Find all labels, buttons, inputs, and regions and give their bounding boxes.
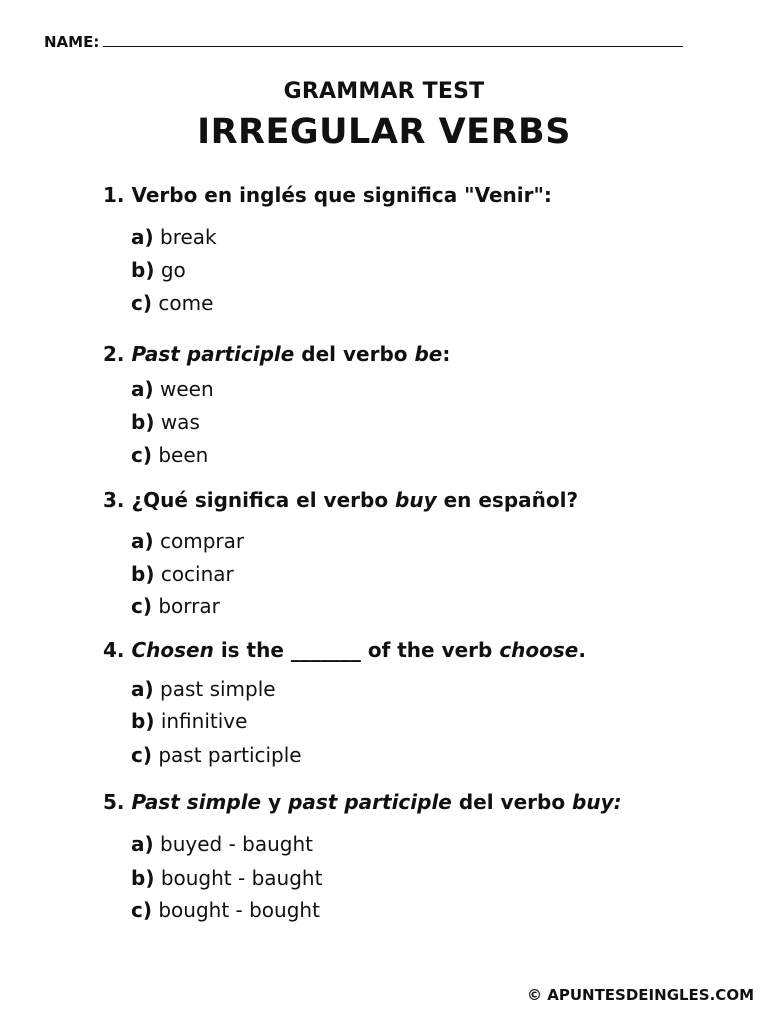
option-text: borrar (152, 594, 220, 618)
question-text-italic: buy (395, 488, 437, 512)
question-text: 5. (103, 790, 132, 814)
option-letter: c) (131, 898, 152, 922)
test-title: IRREGULAR VERBS (197, 112, 571, 152)
question-4 (103, 638, 586, 662)
option-letter: a) (131, 377, 154, 401)
question-2-option-a (131, 377, 214, 401)
question-text: en español? (436, 488, 579, 512)
question-text: y (261, 790, 289, 814)
option-letter: b) (131, 258, 155, 282)
option-letter: c) (131, 743, 152, 767)
copyright-footer: © APUNTESDEINGLES.COM (527, 986, 754, 1004)
option-text: was (154, 410, 200, 434)
question-3-option-c (131, 594, 220, 618)
option-letter: c) (131, 443, 152, 467)
question-text: : (442, 342, 451, 366)
question-text-italic: be (414, 342, 443, 366)
question-text: 4. (103, 638, 132, 662)
option-letter: b) (131, 866, 155, 890)
option-text: ween (153, 377, 214, 401)
name-blank-line (103, 32, 683, 47)
option-letter: c) (131, 291, 152, 315)
option-letter: a) (131, 677, 154, 701)
question-1-option-c (131, 291, 213, 315)
option-text: come (152, 291, 214, 315)
question-1-option-a (131, 225, 217, 249)
option-letter: b) (131, 562, 155, 586)
question-1 (103, 183, 552, 207)
question-3 (103, 488, 578, 512)
option-text: comprar (153, 529, 245, 553)
option-text: break (153, 225, 217, 249)
question-text-italic: choose (499, 638, 579, 662)
question-5-option-b (131, 866, 322, 890)
option-letter: a) (131, 529, 154, 553)
option-text: infinitive (154, 709, 248, 733)
question-text: 2. (103, 342, 132, 366)
name-field-row (44, 32, 683, 51)
option-letter: c) (131, 594, 152, 618)
test-subtitle: GRAMMAR TEST (283, 79, 485, 104)
option-letter: b) (131, 410, 155, 434)
question-text-italic: Past simple (131, 790, 262, 814)
question-4-option-b (131, 709, 247, 733)
question-text-italic: Chosen (131, 638, 214, 662)
option-letter: a) (131, 225, 154, 249)
option-text: been (152, 443, 209, 467)
question-4-option-a (131, 677, 276, 701)
option-text: bought - baught (154, 866, 323, 890)
option-letter: b) (131, 709, 155, 733)
option-text: bought - bought (152, 898, 320, 922)
question-4-option-c (131, 743, 302, 767)
option-text: buyed - baught (153, 832, 313, 856)
question-1-option-b (131, 258, 186, 282)
question-text: . (578, 638, 586, 662)
option-text: past participle (152, 743, 302, 767)
question-text: del verbo (451, 790, 573, 814)
question-5-option-a (131, 832, 313, 856)
option-text: go (154, 258, 186, 282)
question-2-option-b (131, 410, 200, 434)
option-letter: a) (131, 832, 154, 856)
question-text: del verbo (294, 342, 415, 366)
option-text: cocinar (154, 562, 234, 586)
question-5-option-c (131, 898, 320, 922)
question-text: is the _______ of the verb (213, 638, 500, 662)
question-1-text: 1. Verbo en inglés que significa "Venir": (103, 183, 552, 207)
question-2 (103, 342, 450, 366)
question-3-option-a (131, 529, 244, 553)
question-5 (103, 790, 622, 814)
question-text-italic: past participle (288, 790, 452, 814)
question-2-option-c (131, 443, 208, 467)
name-label: NAME: (44, 33, 100, 51)
question-3-option-b (131, 562, 234, 586)
option-text: past simple (153, 677, 276, 701)
question-text: 3. ¿Qué significa el verbo (103, 488, 396, 512)
question-text-italic: Past participle (131, 342, 295, 366)
question-text-italic: buy: (572, 790, 622, 814)
